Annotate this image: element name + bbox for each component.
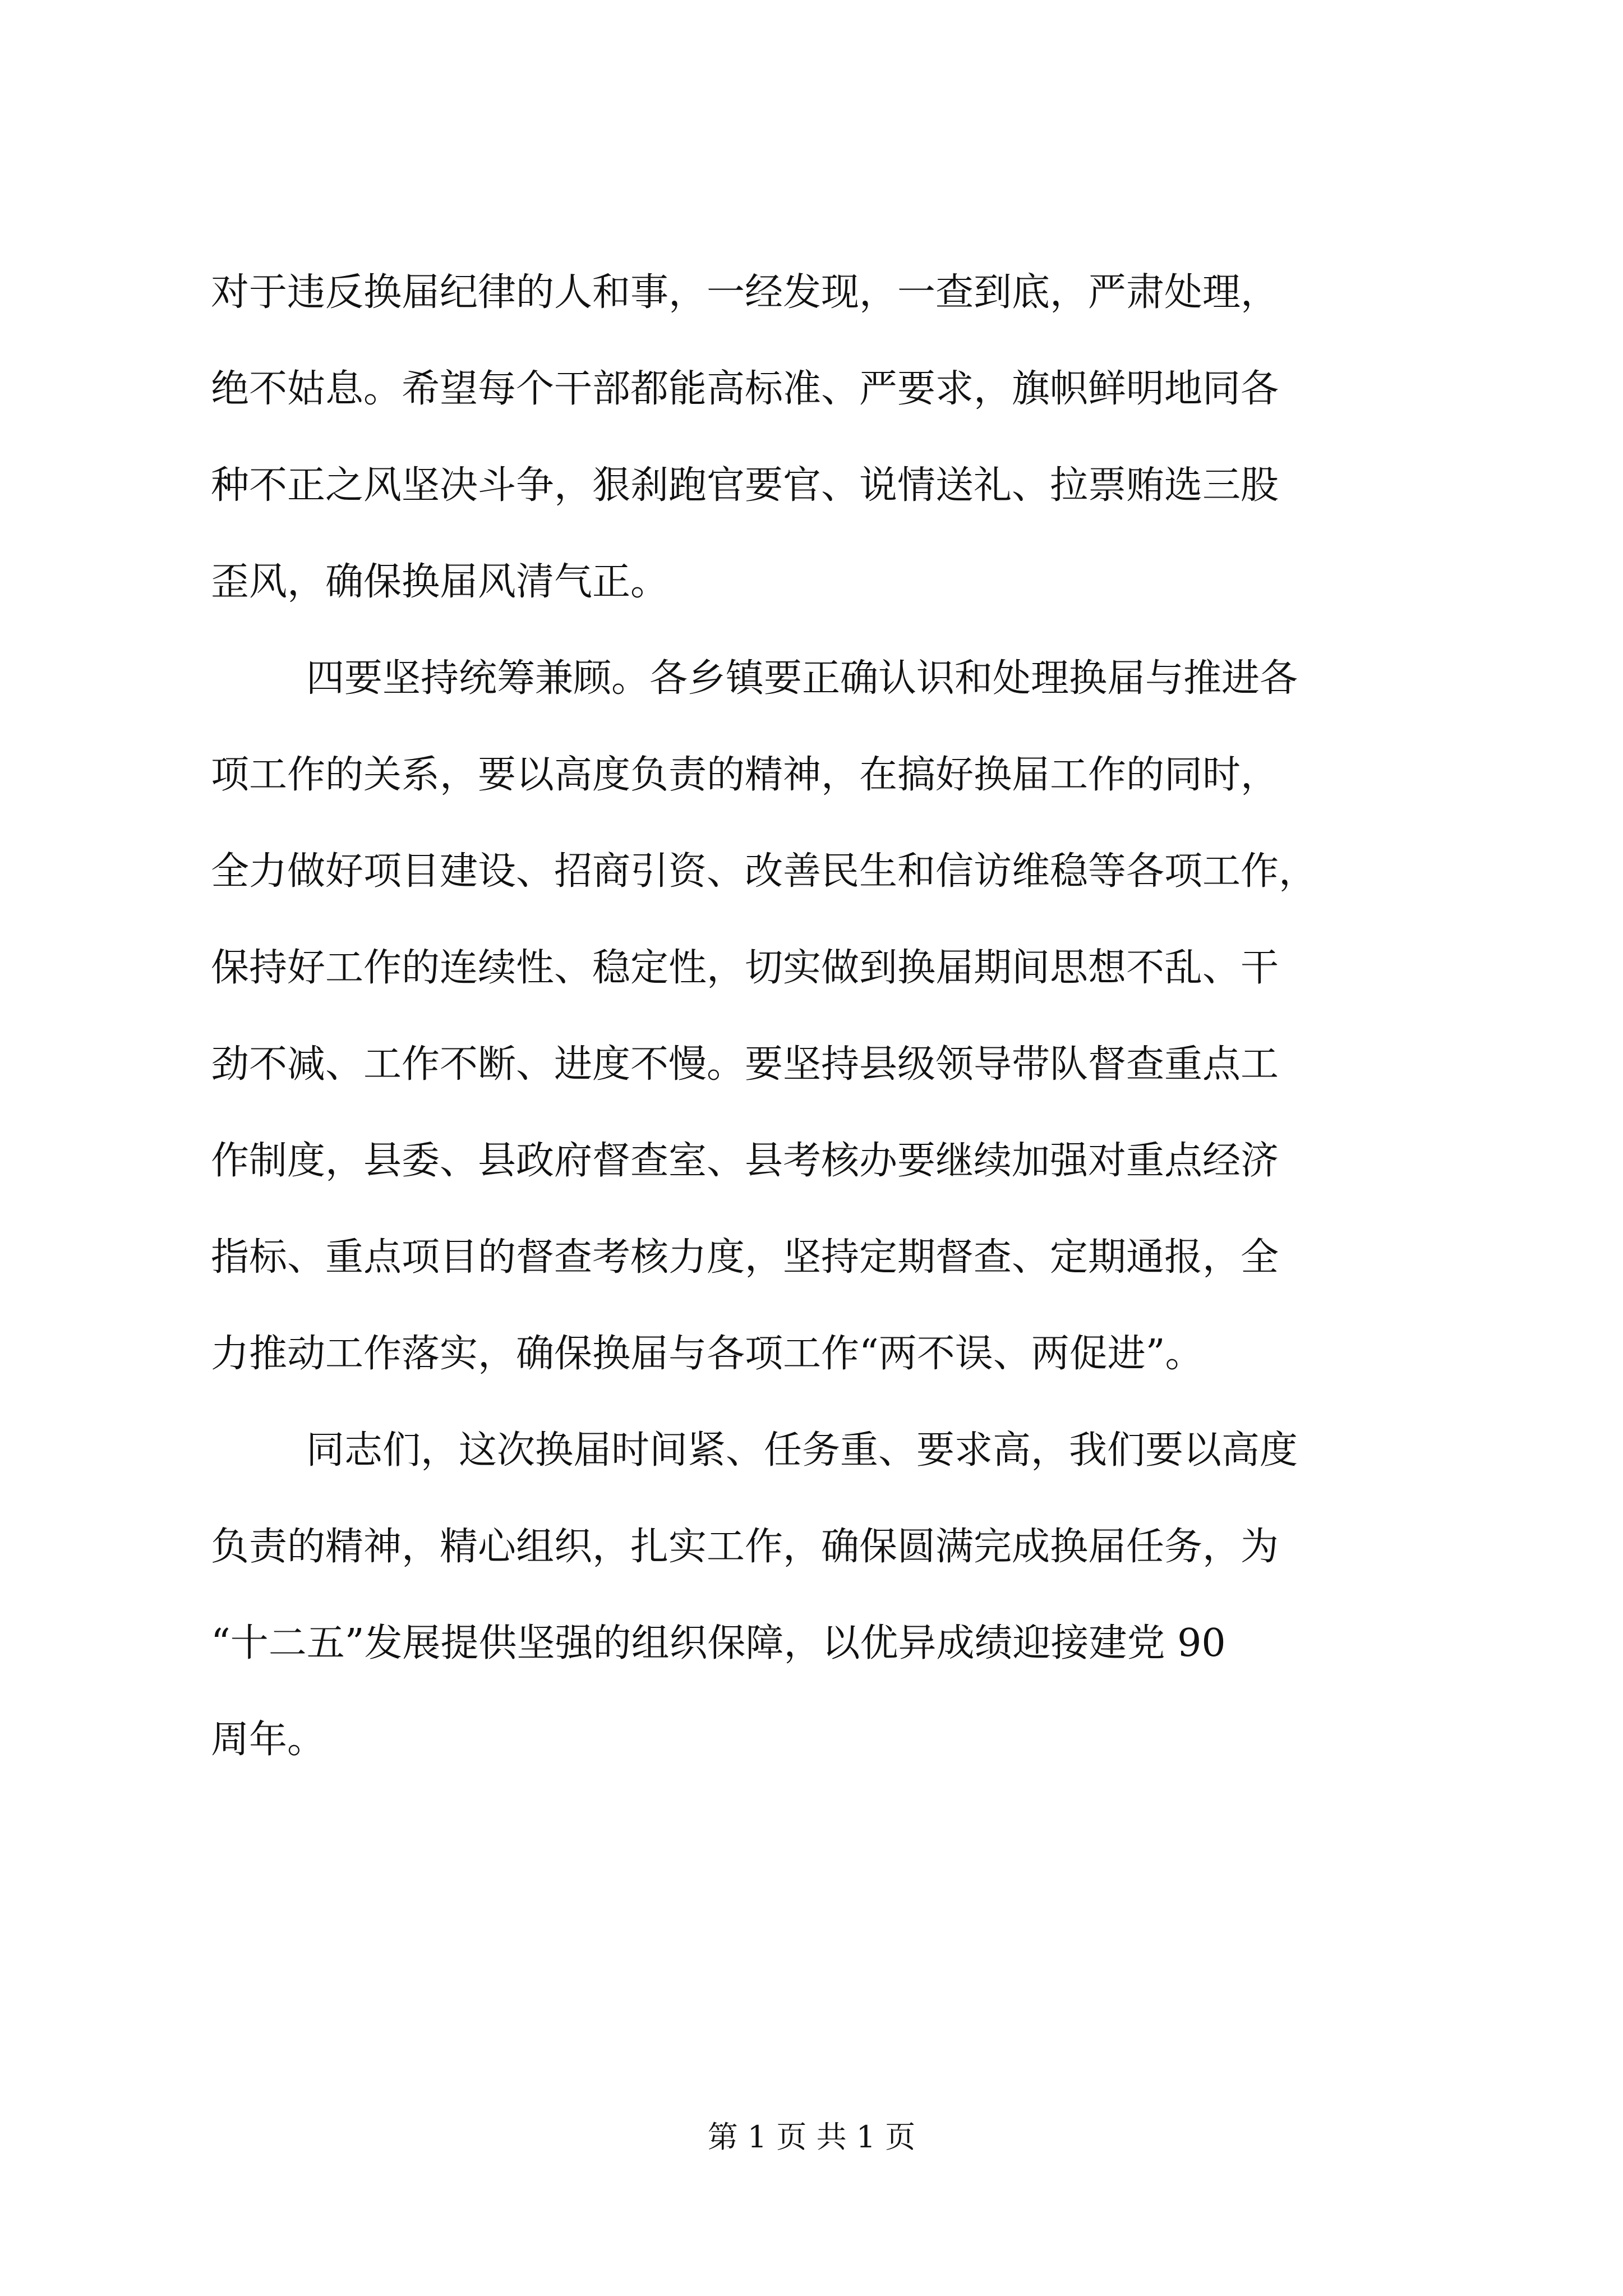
paragraph-four-line: 保持好工作的连续性、稳定性，切实做到换届期间思想不乱、干 (211, 946, 1279, 990)
closing-paragraph-line: 周年。 (211, 1718, 326, 1762)
closing-paragraph-line: “十二五”发展提供坚强的组织保障，以优异成绩迎接建党 90 (211, 1621, 1226, 1665)
paragraph-four-line: 作制度，县委、县政府督查室、县考核办要继续加强对重点经济 (211, 1139, 1279, 1183)
paragraph-four-line: 指标、重点项目的督查考核力度，坚持定期督查、定期通报，全 (211, 1235, 1279, 1280)
paragraph-four-line: 力推动工作落实，确保换届与各项工作“两不误、两促进”。 (211, 1332, 1204, 1376)
page-number-footer: 第 1 页 共 1 页 (707, 2119, 916, 2155)
paragraph-continuation-line: 对于违反换届纪律的人和事，一经发现，一查到底，严肃处理， (211, 270, 1279, 315)
paragraph-four-line: 项工作的关系，要以高度负责的精神，在搞好换届工作的同时， (211, 753, 1279, 797)
paragraph-continuation-line: 种不正之风坚决斗争，狠刹跑官要官、说情送礼、拉票贿选三股 (211, 463, 1279, 508)
closing-paragraph-first-line: 同志们，这次换届时间紧、任务重、要求高，我们要以高度 (306, 1428, 1298, 1473)
paragraph-four-line: 劲不减、工作不断、进度不慢。要坚持县级领导带队督查重点工 (211, 1042, 1279, 1087)
paragraph-four-first-line: 四要坚持统筹兼顾。各乡镇要正确认识和处理换届与推进各 (306, 656, 1298, 701)
paragraph-continuation-line: 绝不姑息。希望每个干部都能高标准、严要求，旗帜鲜明地同各 (211, 367, 1279, 411)
paragraph-continuation-line: 歪风，确保换届风清气正。 (211, 560, 669, 604)
paragraph-four-line: 全力做好项目建设、招商引资、改善民生和信访维稳等各项工作， (211, 849, 1317, 894)
closing-paragraph-line: 负责的精神，精心组织，扎实工作，确保圆满完成换届任务，为 (211, 1525, 1279, 1569)
